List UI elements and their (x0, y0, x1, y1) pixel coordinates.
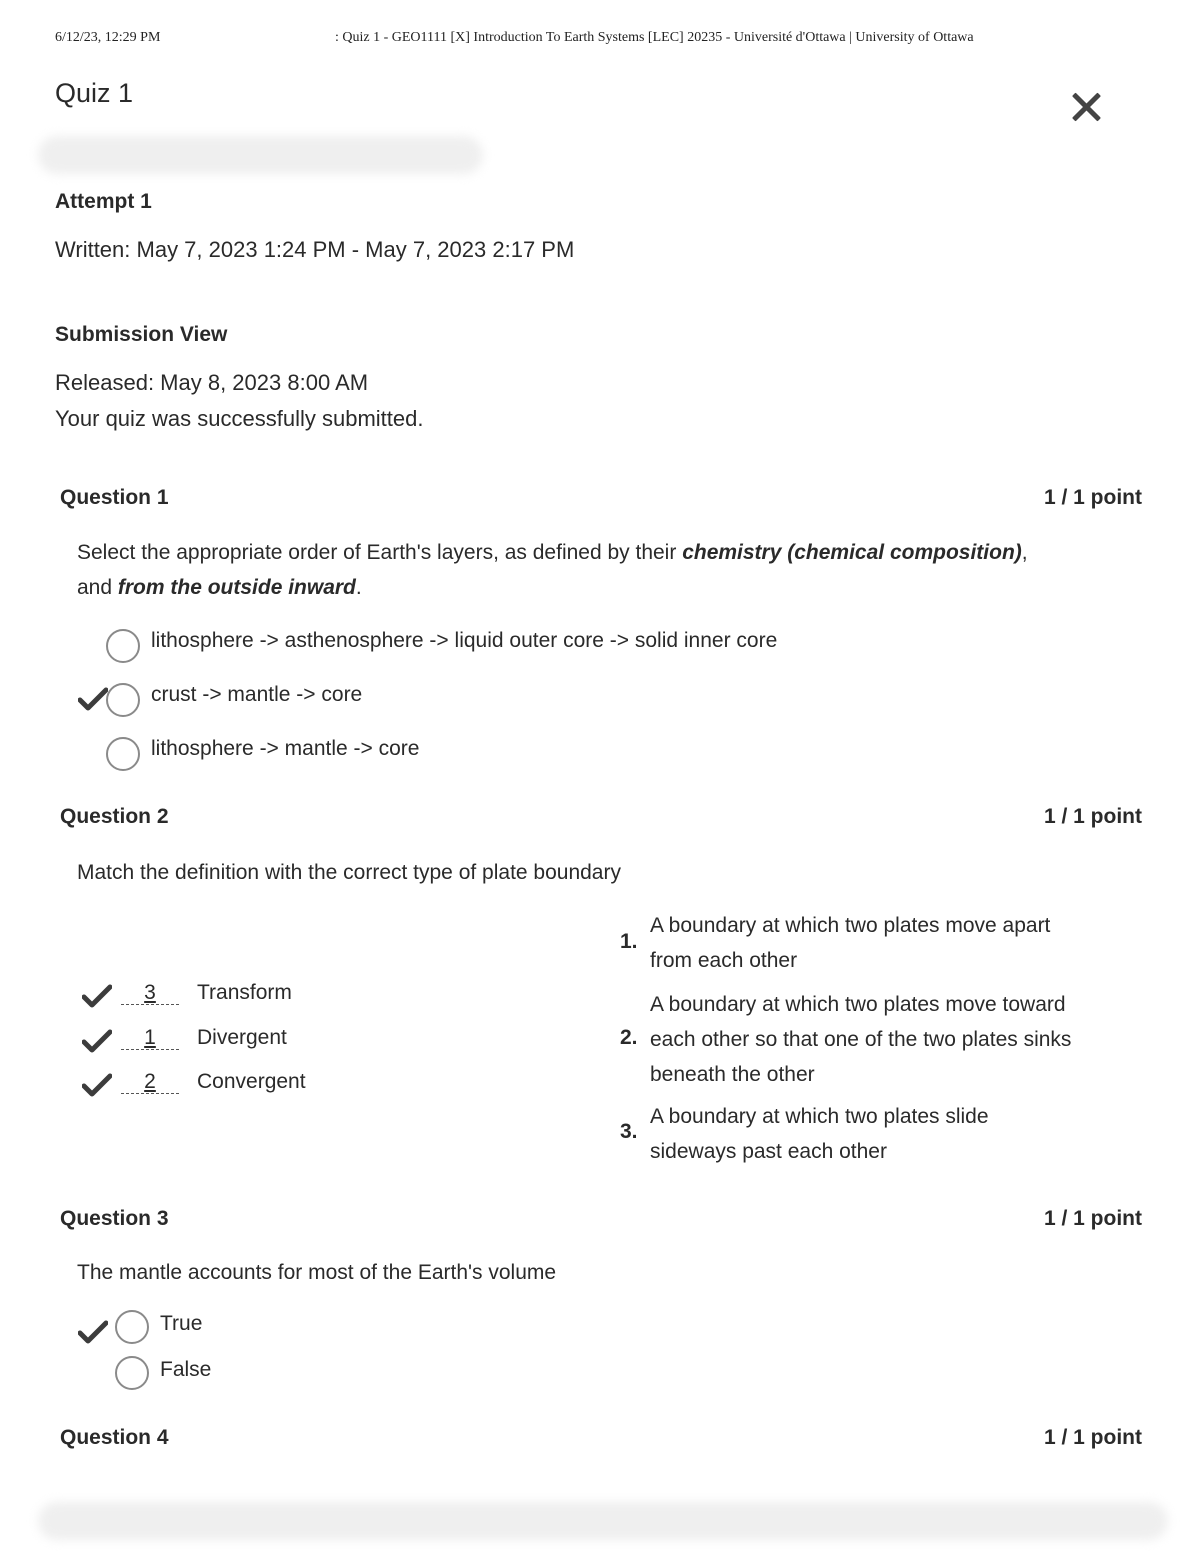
checkmark-icon (82, 984, 112, 1008)
redacted-area (38, 136, 483, 174)
q1-text-part: Select the appropriate order of Earth's layers, as defined by their (77, 541, 683, 564)
definition-line: A boundary at which two plates move apart (650, 914, 1051, 937)
question-1-title: Question 1 (60, 486, 169, 509)
q1-text-part: . (355, 576, 362, 599)
q3-option-label: True (160, 1312, 203, 1335)
attempt-heading: Attempt 1 (55, 190, 152, 213)
definition-line: A boundary at which two plates slide (650, 1105, 989, 1128)
checkmark-icon (82, 1029, 112, 1053)
q1-text-part: and (77, 576, 118, 599)
page-title: Quiz 1 (55, 78, 134, 108)
checkmark-icon (78, 1320, 108, 1344)
definition-number: 1. (620, 930, 638, 953)
q3-option-radio[interactable] (115, 1310, 149, 1344)
match-answer-value: 3 (144, 981, 156, 1004)
q1-option-radio[interactable] (106, 683, 140, 717)
definition-line: each other so that one of the two plates sinks (650, 1028, 1072, 1051)
question-1-points: 1 / 1 point (1043, 486, 1142, 509)
q1-option-label: crust -> mantle -> core (151, 683, 363, 706)
definition-number: 3. (620, 1120, 638, 1143)
question-2-text: Match the definition with the correct type of plate boundary (77, 861, 621, 884)
checkmark-icon (82, 1073, 112, 1097)
match-answer-value: 2 (144, 1070, 156, 1093)
submission-status: Your quiz was successfully submitted. (55, 406, 424, 431)
submission-view-heading: Submission View (55, 323, 228, 346)
question-4-title: Question 4 (60, 1426, 169, 1449)
question-4-points: 1 / 1 point (1043, 1426, 1142, 1449)
q1-option-label: lithosphere -> mantle -> core (151, 737, 420, 760)
q1-text-part: , (1021, 541, 1028, 564)
written-timestamp: Written: May 7, 2023 1:24 PM - May 7, 2023 2:17 PM (55, 237, 575, 262)
question-2-title: Question 2 (60, 805, 169, 828)
question-3-points: 1 / 1 point (1043, 1207, 1142, 1230)
definition-text (650, 1099, 1150, 1169)
question-1-text (77, 535, 1147, 605)
redacted-area (38, 1502, 1168, 1540)
definition-line: sideways past each other (650, 1140, 887, 1163)
print-page-title: : Quiz 1 - GEO1111 [X] Introduction To Earth Systems [LEC] 20235 - Université d'Ottawa | University of Ottawa (335, 30, 974, 45)
definition-text (650, 987, 1150, 1092)
definition-number: 2. (620, 1026, 638, 1049)
definition-line: beneath the other (650, 1063, 815, 1086)
match-answer-value: 1 (144, 1026, 156, 1049)
q1-option-label: lithosphere -> asthenosphere -> liquid outer core -> solid inner core (151, 629, 778, 652)
match-label: Transform (197, 981, 292, 1004)
match-answer[interactable] (121, 1070, 179, 1094)
definition-line: from each other (650, 949, 798, 972)
released-timestamp: Released: May 8, 2023 8:00 AM (55, 370, 369, 395)
match-label: Divergent (197, 1026, 287, 1049)
q1-option-radio[interactable] (106, 629, 140, 663)
close-icon[interactable] (1064, 86, 1108, 130)
print-header (55, 30, 1050, 48)
print-date: 6/12/23, 12:29 PM (55, 30, 161, 45)
question-3-text: The mantle accounts for most of the Earth's volume (77, 1261, 557, 1284)
q3-option-radio[interactable] (115, 1356, 149, 1390)
match-label: Convergent (197, 1070, 306, 1093)
q1-text-emphasis: chemistry (chemical composition) (682, 541, 1022, 564)
definition-line: A boundary at which two plates move toward (650, 993, 1066, 1016)
match-answer[interactable] (121, 981, 179, 1005)
checkmark-icon (78, 687, 108, 711)
question-3-title: Question 3 (60, 1207, 169, 1230)
q3-option-label: False (160, 1358, 212, 1381)
question-2-points: 1 / 1 point (1043, 805, 1142, 828)
definition-text (650, 908, 1150, 978)
q1-option-radio[interactable] (106, 737, 140, 771)
q1-text-emphasis: from the outside inward (117, 576, 356, 599)
match-answer[interactable] (121, 1026, 179, 1050)
